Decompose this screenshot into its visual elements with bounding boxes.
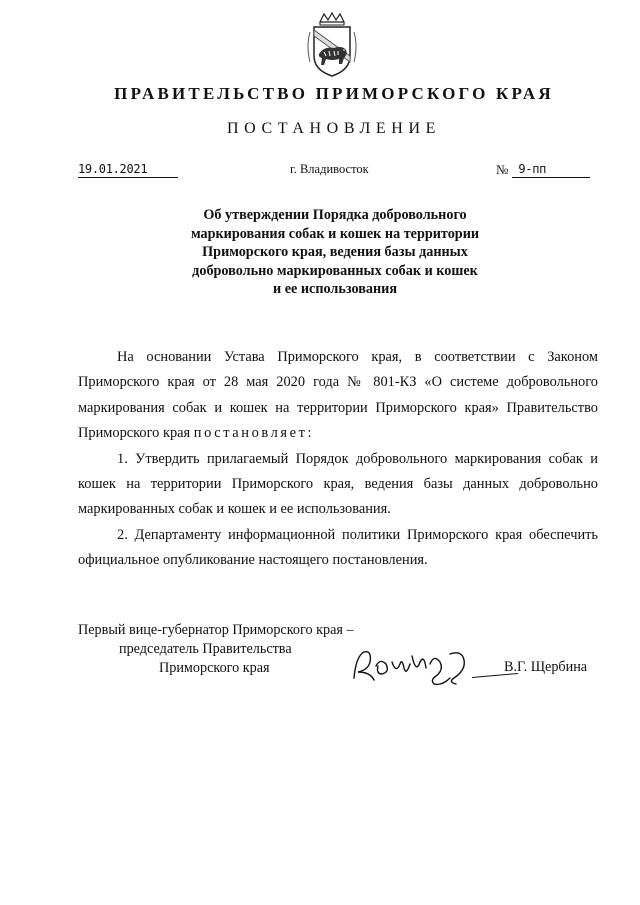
number-sign: №	[496, 162, 509, 177]
organization-title: ПРАВИТЕЛЬСТВО ПРИМОРСКОГО КРАЯ	[114, 84, 554, 103]
resolves-keyword: постановляет:	[193, 425, 315, 442]
subject-line: и ее использования	[272, 281, 397, 298]
subject-line: добровольно маркированных собак и кошек	[192, 262, 478, 279]
primorsky-krai-coat-of-arms-icon	[302, 12, 362, 78]
document-date: 19.01.2021	[78, 162, 178, 178]
body-paragraph-item-1: 1. Утвердить прилагаемый Порядок добровольного маркирования собак и кошек на территории Приморского края, ведения базы данных добровольно маркированных собак и кошек и ее использования.	[78, 450, 598, 518]
body-paragraph-preamble	[78, 345, 598, 447]
position-line: председатель Правительства	[119, 641, 292, 657]
document-city: г. Владивосток	[290, 162, 369, 176]
signatory-position	[78, 621, 354, 678]
document-body	[78, 345, 598, 574]
document-number-field	[496, 162, 590, 178]
document-number: 9-пп	[512, 162, 590, 178]
subject-line: маркирования собак и кошек на территории	[190, 225, 480, 242]
handwritten-signature	[346, 634, 506, 694]
subject-line: Об утверждении Порядка добровольного	[203, 207, 467, 223]
subject-line: Приморского края, ведения базы данных	[202, 244, 468, 261]
body-paragraph-item-2: 2. Департаменту информационной политики Приморского края обеспечить официальное опубликование настоящего постановления.	[78, 526, 598, 569]
preamble-text: На основании Устава Приморского края, в соответствии с Законом Приморского края от 28 мая 2020 года № 801-КЗ «О системе добровольного маркирования собак и кошек на территории Приморского края» Правительство Приморского края	[78, 349, 598, 442]
position-line: Приморского края	[159, 660, 270, 676]
document-type-title: ПОСТАНОВЛЕНИЕ	[227, 120, 441, 137]
document-subject	[140, 206, 530, 299]
position-line: Первый вице-губернатор Приморского края –	[78, 622, 354, 638]
signatory-name: В.Г. Щербина	[504, 659, 588, 675]
